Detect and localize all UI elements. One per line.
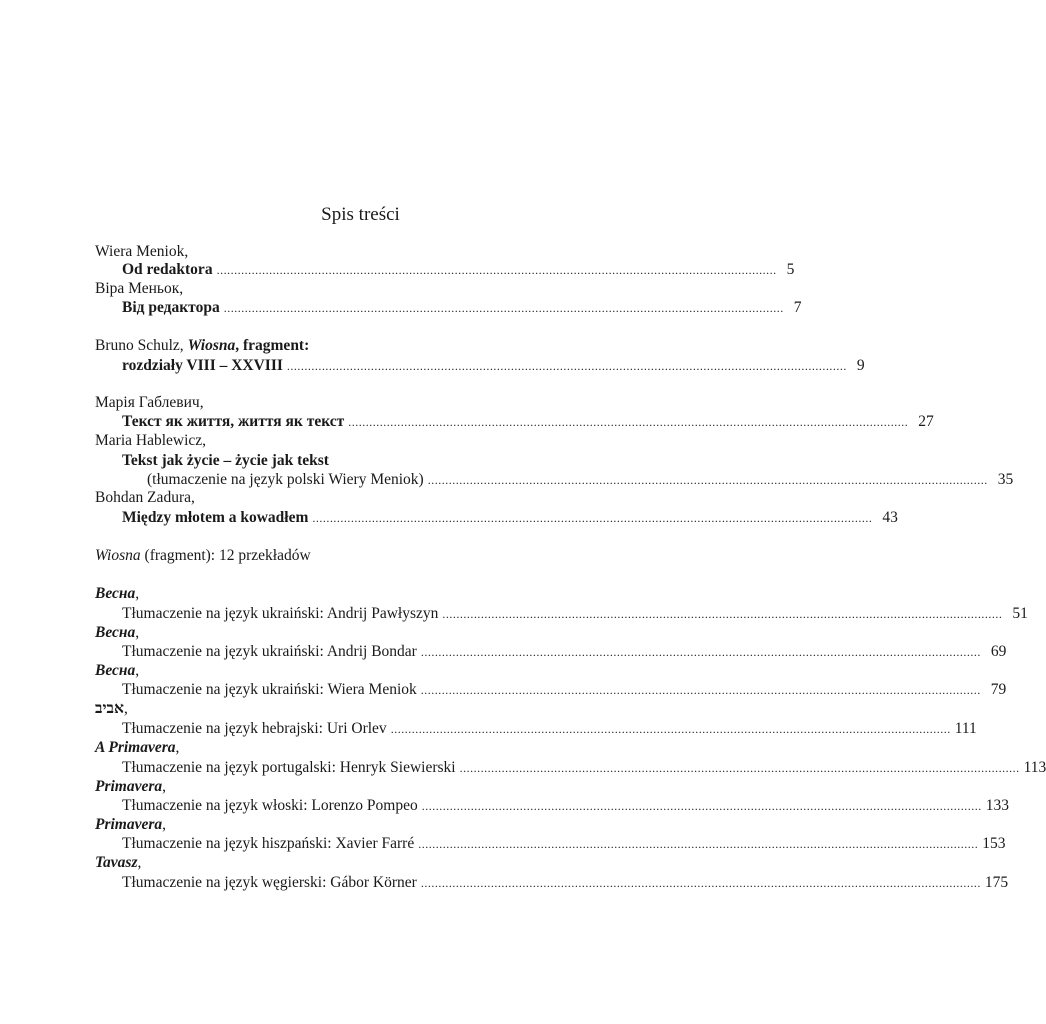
toc-author (95, 335, 309, 357)
toc-note: (tłumaczenie na język polski Wiery Meniok) (147, 471, 424, 488)
translation-line: Tłumaczenie na język ukraiński: Andrij Bondar (122, 643, 417, 660)
dot-leader: ................................................................................................................................................................ (420, 645, 981, 659)
translation-title: אביב, (95, 700, 128, 717)
translation-title: Primavera, (95, 816, 167, 833)
toc-entry (122, 641, 1007, 663)
toc-author: Bohdan Zadura, (95, 489, 195, 506)
section-title-rest: (fragment): 12 przekładów (140, 547, 311, 564)
toc-author: Maria Hablewicz, (95, 432, 207, 449)
translation-title: Весна, (95, 624, 140, 641)
toc-entry (122, 718, 977, 740)
page-number: 35 (997, 471, 1014, 488)
page-number: 9 (856, 357, 865, 374)
toc-entry (147, 469, 1014, 491)
section-heading (95, 545, 311, 567)
page-title: Spis treści (321, 204, 400, 225)
toc-entry (122, 872, 1009, 894)
work-title: Wiosna (187, 337, 236, 354)
dot-leader: ................................................................................................................................................................ (286, 359, 847, 373)
section-title-italic: Wiosna (95, 547, 141, 564)
toc-title: Między młotem a kowadłem (122, 509, 309, 526)
translation-line: Tłumaczenie na język ukraiński: Andrij Pawłyszyn (122, 605, 439, 622)
toc-entry (122, 833, 1006, 855)
page-number: 51 (1012, 605, 1028, 622)
translation-line: Tłumaczenie na język węgierski: Gábor Körner (122, 874, 417, 891)
dot-leader: ................................................................................................................................................................ (420, 683, 981, 697)
page-number: 69 (990, 643, 1007, 660)
translation-title: A Primavera, (95, 739, 180, 756)
dot-leader: ................................................................................................................................................................ (216, 263, 777, 277)
translation-line: Tłumaczenie na język włoski: Lorenzo Pompeo (122, 797, 418, 814)
toc-entry (122, 355, 865, 377)
dot-leader: ................................................................................................................................................................ (348, 415, 909, 429)
page-number: 43 (882, 509, 898, 526)
toc-entry (122, 507, 898, 529)
toc-entry (122, 297, 802, 319)
page-number: 175 (984, 874, 1009, 891)
translation-title: Primavera, (95, 778, 167, 795)
translation-line: Tłumaczenie na język hiszpański: Xavier Farré (122, 835, 415, 852)
dot-leader: ................................................................................................................................................................ (420, 876, 981, 890)
toc-title: Текст як життя, життя як текст (122, 413, 345, 430)
toc-entry (122, 679, 1007, 701)
page-number: 133 (985, 797, 1009, 814)
dot-leader: ................................................................................................................................................................ (459, 761, 1020, 775)
toc-title: Tekst jak życie – życie jak tekst (122, 452, 329, 469)
dot-leader: ................................................................................................................................................................ (442, 607, 1003, 621)
page-number: 5 (786, 261, 795, 278)
dot-leader: ................................................................................................................................................................ (312, 511, 873, 525)
toc-entry (122, 259, 795, 281)
toc-entry (122, 795, 1009, 817)
translation-title: Весна, (95, 585, 140, 602)
page-number: 111 (954, 720, 977, 737)
page-number: 7 (793, 299, 802, 316)
dot-leader: ................................................................................................................................................................ (223, 301, 784, 315)
dot-leader: ................................................................................................................................................................ (427, 473, 988, 487)
dot-leader: ................................................................................................................................................................ (418, 837, 979, 851)
toc-entry (122, 757, 1046, 779)
author-name: Bruno Schulz, (95, 337, 188, 354)
translation-title: Tavasz, (95, 854, 142, 871)
toc-author: Марія Габлевич, (95, 394, 204, 411)
translation-line: Tłumaczenie na język portugalski: Henryk Siewierski (122, 759, 456, 776)
dot-leader: ................................................................................................................................................................ (421, 799, 982, 813)
translation-line: Tłumaczenie na język hebrajski: Uri Orlev (122, 720, 387, 737)
page-number: 113 (1023, 759, 1046, 776)
dot-leader: ................................................................................................................................................................ (390, 722, 951, 736)
page-number: 153 (982, 835, 1006, 852)
toc-author: Wiera Meniok, (95, 243, 189, 260)
toc-title: rozdziały VIII – XXVIII (122, 357, 283, 374)
translation-line: Tłumaczenie na język ukraiński: Wiera Meniok (122, 681, 417, 698)
page-number: 27 (918, 413, 934, 430)
page-number: 79 (990, 681, 1007, 698)
toc-title: Od redaktora (122, 261, 213, 278)
toc-entry (122, 603, 1028, 625)
toc-title: Від редактора (122, 299, 220, 316)
translation-title: Весна, (95, 662, 140, 679)
work-subtitle: , fragment: (235, 337, 310, 354)
toc-author: Віра Меньок, (95, 280, 184, 297)
